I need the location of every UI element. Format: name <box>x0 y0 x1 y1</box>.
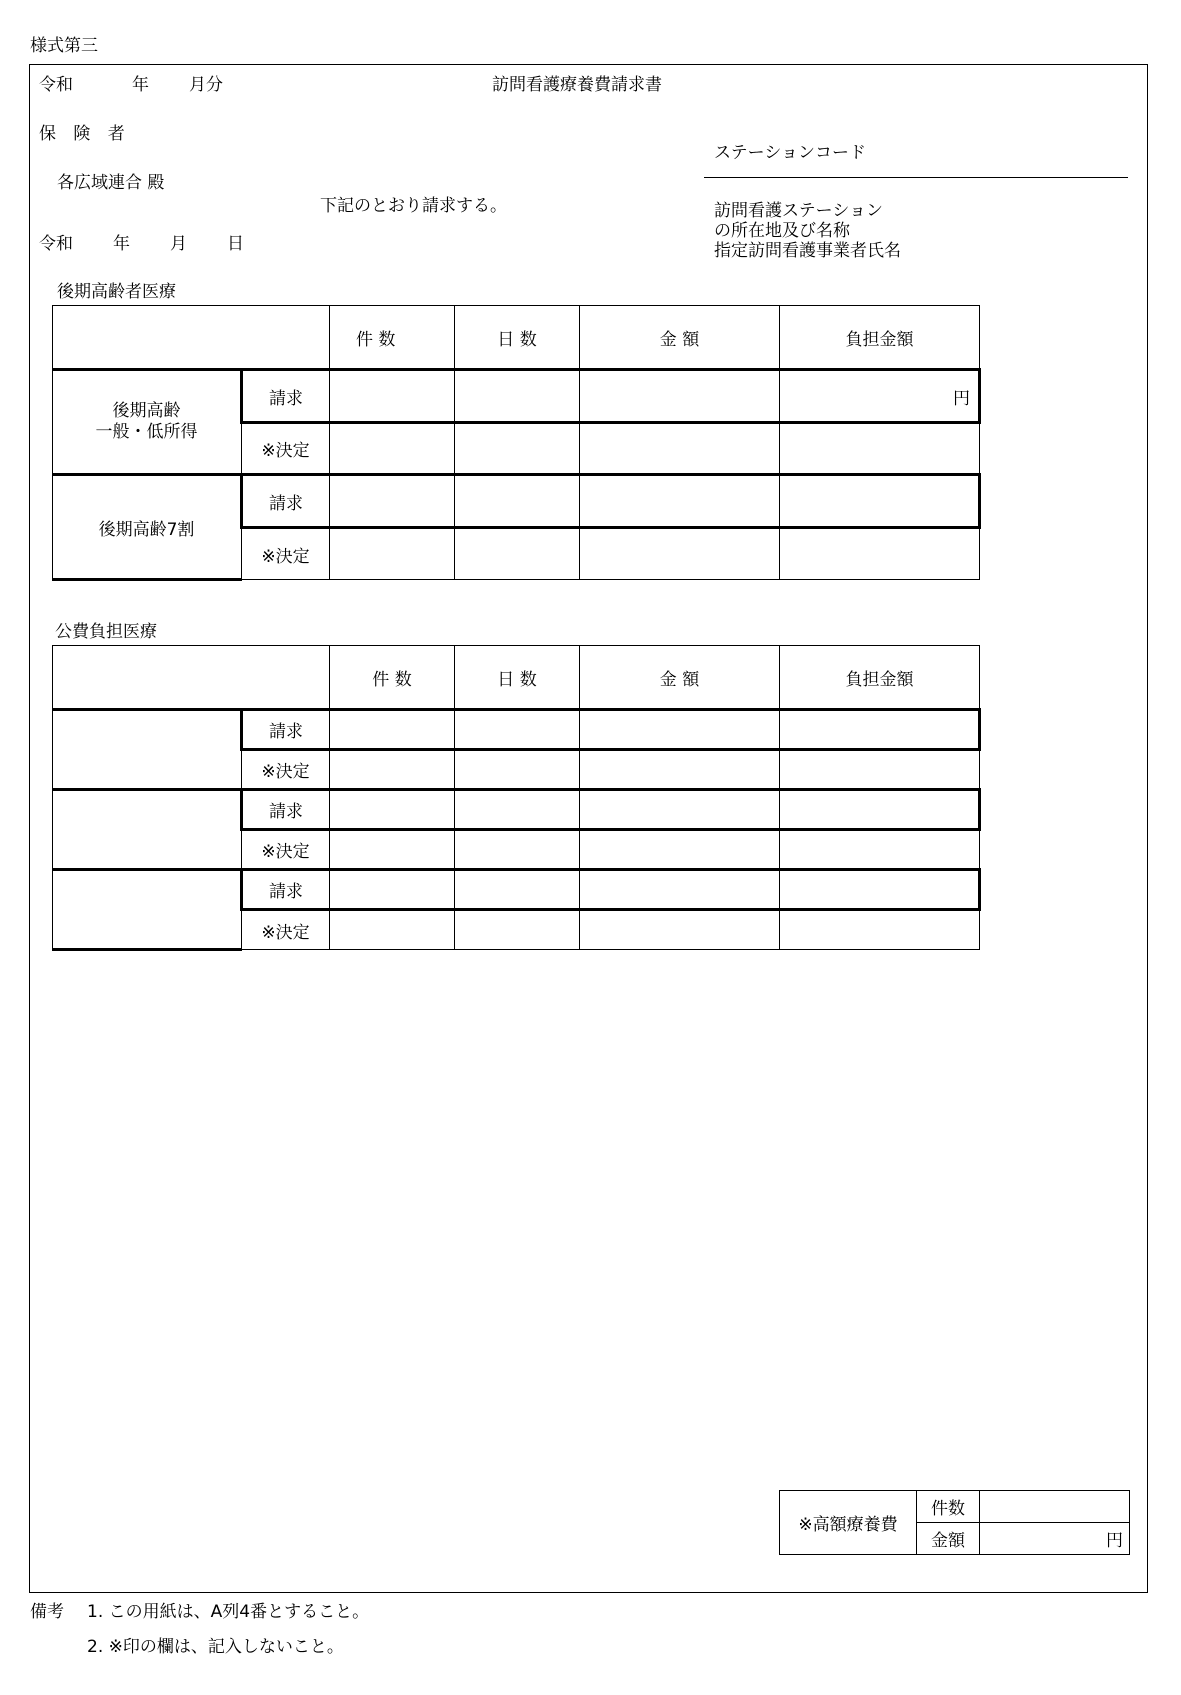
claim-burden-cell[interactable] <box>780 790 980 830</box>
public-program-cell[interactable] <box>53 710 242 790</box>
public-program-cell[interactable] <box>53 790 242 870</box>
section2-table <box>52 645 981 951</box>
decision-count-cell <box>330 750 455 790</box>
note-2: 2. ※印の欄は、記入しないこと。 <box>87 1637 344 1657</box>
group-label: 後期高齢 一般・低所得 <box>53 370 242 475</box>
claim-days-cell[interactable] <box>455 870 580 910</box>
high-cost-count-cell <box>980 1491 1130 1523</box>
document-title: 訪問看護療養費請求書 <box>492 75 662 95</box>
public-program-cell[interactable] <box>53 870 242 950</box>
claim-label: 請求 <box>242 370 330 423</box>
station-label-2: の所在地及び名称 <box>714 221 850 241</box>
decision-label: ※決定 <box>242 830 330 870</box>
decision-amount-cell <box>580 830 780 870</box>
decision-label: ※決定 <box>242 750 330 790</box>
decision-label: ※決定 <box>242 423 330 475</box>
claim-label: 請求 <box>242 790 330 830</box>
header-blank <box>53 646 330 710</box>
claim-count-cell[interactable] <box>330 710 455 750</box>
decision-burden-cell <box>780 910 980 950</box>
request-text: 下記のとおり請求する。 <box>320 196 507 216</box>
decision-label: ※決定 <box>242 528 330 580</box>
col-count-header: 件 数 <box>330 306 455 370</box>
date-month: 月 <box>170 234 187 254</box>
claim-days-cell[interactable] <box>455 710 580 750</box>
decision-burden-cell <box>780 423 980 475</box>
claim-count-cell[interactable] <box>330 475 455 528</box>
decision-burden-cell <box>780 528 980 580</box>
claim-label: 請求 <box>242 870 330 910</box>
claim-label: 請求 <box>242 475 330 528</box>
decision-count-cell <box>330 830 455 870</box>
claim-amount-cell[interactable] <box>580 710 780 750</box>
claim-burden-cell[interactable] <box>780 475 980 528</box>
decision-days-cell <box>455 910 580 950</box>
station-code-label: ステーションコード <box>714 143 866 163</box>
claim-amount-cell[interactable] <box>580 370 780 423</box>
note-1: 1. この用紙は、A列4番とすること。 <box>87 1602 370 1622</box>
decision-burden-cell <box>780 830 980 870</box>
section1-table <box>52 305 981 581</box>
decision-days-cell <box>455 830 580 870</box>
high-cost-label: ※高額療養費 <box>780 1491 917 1555</box>
notes-prefix: 備考 <box>30 1602 64 1622</box>
decision-amount-cell <box>580 423 780 475</box>
claim-amount-cell[interactable] <box>580 790 780 830</box>
claim-count-cell[interactable] <box>330 870 455 910</box>
claim-amount-cell[interactable] <box>580 870 780 910</box>
decision-count-cell <box>330 910 455 950</box>
billing-year-unit: 年 <box>132 75 149 95</box>
operator-label: 指定訪問看護事業者氏名 <box>714 241 901 261</box>
header-blank <box>53 306 330 370</box>
group-label: 後期高齢7割 <box>53 475 242 580</box>
col-burden-header: 負担金額 <box>780 306 980 370</box>
claim-days-cell[interactable] <box>455 475 580 528</box>
decision-count-cell <box>330 528 455 580</box>
high-cost-amount-label: 金額 <box>917 1523 980 1555</box>
claim-days-cell[interactable] <box>455 790 580 830</box>
col-days-header: 日 数 <box>455 646 580 710</box>
section2-title: 公費負担医療 <box>55 622 157 642</box>
insurer-label: 保 険 者 <box>39 124 131 144</box>
decision-days-cell <box>455 423 580 475</box>
claim-burden-cell[interactable] <box>780 870 980 910</box>
col-days-header: 日 数 <box>455 306 580 370</box>
claim-amount-cell[interactable] <box>580 475 780 528</box>
addressee: 各広域連合 殿 <box>57 173 165 193</box>
decision-label: ※決定 <box>242 910 330 950</box>
station-label-1: 訪問看護ステーション <box>714 201 883 221</box>
decision-amount-cell <box>580 750 780 790</box>
billing-month-unit: 月分 <box>189 75 223 95</box>
claim-label: 請求 <box>242 710 330 750</box>
high-cost-count-label: 件数 <box>917 1491 980 1523</box>
section1-title: 後期高齢者医療 <box>57 282 176 302</box>
date-year: 年 <box>113 234 130 254</box>
form-number: 様式第三 <box>30 36 98 56</box>
high-cost-table <box>779 1490 1130 1555</box>
high-cost-amount-cell: 円 <box>980 1523 1130 1555</box>
claim-burden-cell[interactable] <box>780 710 980 750</box>
col-amount-header: 金 額 <box>580 306 780 370</box>
claim-burden-cell[interactable]: 円 <box>780 370 980 423</box>
decision-count-cell <box>330 423 455 475</box>
date-era: 令和 <box>39 234 73 254</box>
claim-days-cell[interactable] <box>455 370 580 423</box>
col-count-header: 件 数 <box>330 646 455 710</box>
decision-amount-cell <box>580 528 780 580</box>
billing-era: 令和 <box>39 75 73 95</box>
claim-count-cell[interactable] <box>330 370 455 423</box>
decision-days-cell <box>455 750 580 790</box>
decision-amount-cell <box>580 910 780 950</box>
col-burden-header: 負担金額 <box>780 646 980 710</box>
decision-burden-cell <box>780 750 980 790</box>
date-day: 日 <box>227 234 244 254</box>
decision-days-cell <box>455 528 580 580</box>
col-amount-header: 金 額 <box>580 646 780 710</box>
station-code-underline <box>704 177 1128 178</box>
claim-count-cell[interactable] <box>330 790 455 830</box>
